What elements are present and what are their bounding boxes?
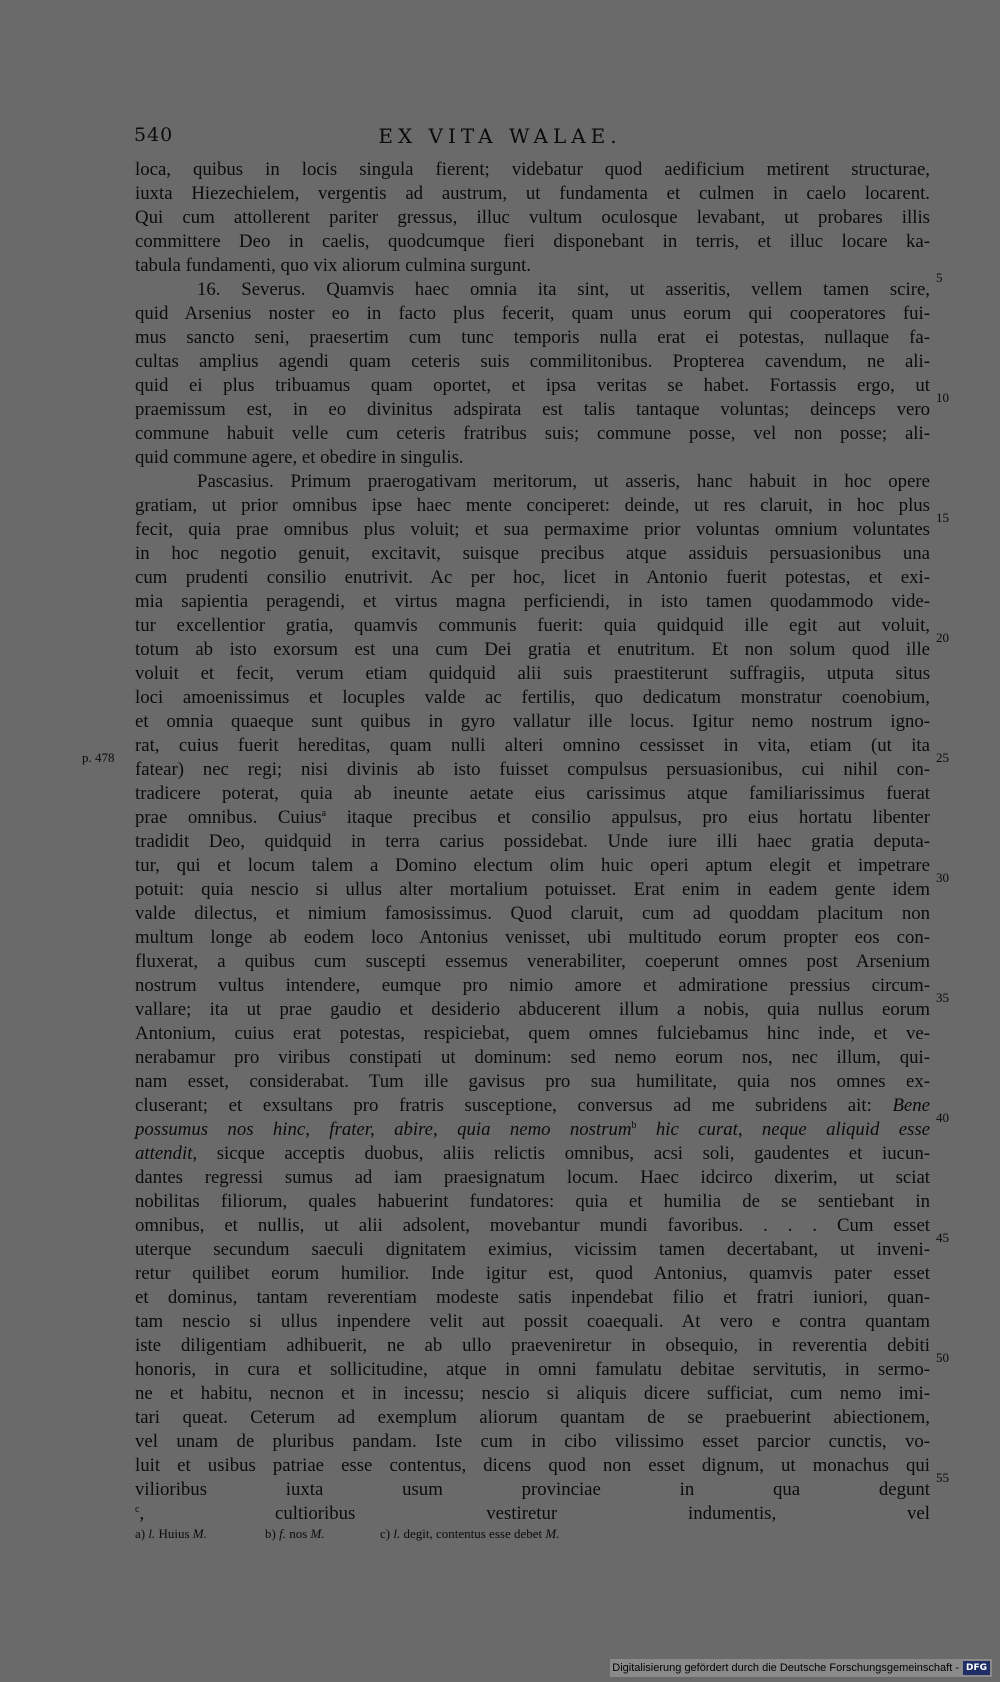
text-line: mia sapientia peragendi, et virtus magna perficiendi, in isto tamen quodammodo vide- <box>135 591 930 612</box>
footnote-abbr: l. <box>393 1526 401 1541</box>
funding-credit-text: Digitalisierung gefördert durch die Deutsche Forschungsgemeinschaft - <box>612 1662 959 1674</box>
line-number: 5 <box>936 270 943 285</box>
footnote-mark: c) <box>380 1526 391 1541</box>
text-line <box>135 806 930 830</box>
page-reference: p. 478 <box>82 750 115 765</box>
line-number: 25 <box>936 750 949 765</box>
text-line: voluit et fecit, verum etiam quidquid alii suis praestiterunt suffragiis, utputa situs <box>135 663 930 684</box>
line-number: 50 <box>936 1350 949 1365</box>
text-line: quid ei plus tribuamus quam oportet, et ipsa veritas se habet. Fortassis ergo, ut <box>135 375 930 396</box>
text-line <box>135 1142 930 1166</box>
text-line: honoris, in cura et sollicitudine, atque in omni famulatu debitae servitutis, in sermo- <box>135 1359 930 1380</box>
text-segment: sicque acceptis duobus, aliis relictis omnibus, acsi soli, gaudentes et iucun- <box>216 1143 930 1164</box>
text-line: quid Arsenius noster eo in facto plus fecerit, quam unus eorum qui cooperatores fui- <box>135 303 930 324</box>
text-line: iuxta Hiezechielem, vergentis ad austrum, ut fundamenta et culmen in caelo locarent. <box>135 183 930 204</box>
text-line: Qui cum attollerent pariter gressus, illuc vultum oculosque levabant, ut probares illis <box>135 207 930 228</box>
text-line: quid commune agere, et obedire in singulis. <box>135 447 464 468</box>
italic-quotation: hic curat, neque aliquid esse <box>655 1119 930 1140</box>
text-line: retur quilibet eorum humilior. Inde igitur est, quod Antonius, quamvis pater esset <box>135 1263 930 1284</box>
footnote-mark: a) <box>135 1526 146 1541</box>
text-line: Antonium, cuius erat potestas, respiciebat, quem omnes fulciebamus hinc inde, et ve- <box>135 1023 930 1044</box>
footnote-siglum: M. <box>310 1526 325 1541</box>
footnote-text: nos <box>289 1526 308 1541</box>
footnote-text: degit, contentus esse debet <box>403 1526 543 1541</box>
text-line: 16. Severus. Quamvis haec omnia ita sint, ut asseritis, vellem tamen scire, <box>197 279 930 300</box>
text-line <box>135 1094 930 1118</box>
text-line: rat, cuius fuerit hereditas, quam nulli alteri omnino cessisset in vita, etiam (ut ita <box>135 735 930 756</box>
text-line: uterque secundum saeculi dignitatem eximius, vicissim tamen decertabant, ut inveni- <box>135 1239 930 1260</box>
text-line: nerabamur pro viribus constipati ut dominum: sed nemo eorum nos, nec illum, qui- <box>135 1047 930 1068</box>
text-line: tur, qui et locum talem a Domino electum olim huic operi aptum elegit et impetrare <box>135 855 930 876</box>
text-line: nostrum vultus intendere, eumque pro nimio amore et admiratione pressius circum- <box>135 975 930 996</box>
footnote-marker: b <box>631 1120 637 1131</box>
page-title: EX VITA WALAE. <box>378 124 622 148</box>
italic-quotation: attendit, <box>135 1143 198 1164</box>
text-line: cum prudenti consilio enutrivit. Ac per hoc, licet in Antonio fuerit potestas, et exi- <box>135 567 930 588</box>
text-line: luit et usibus patriae esse contentus, dicens quod non esset dignum, ut monachus qui <box>135 1455 930 1476</box>
text-line: loci amoenissimus et locuples valde ac fertilis, quo dedicatum monstratur coenobium, <box>135 687 930 708</box>
text-line: committere Deo in caelis, quodcumque fieri disponebant in terris, et illuc locare ka- <box>135 231 930 252</box>
text-line: tam nescio si ullus inpendere velit aut possit coaequali. At vero e contra quantam <box>135 1311 930 1332</box>
page-number: 540 <box>134 124 174 146</box>
text-segment: cluserant; et exsultans pro fratris susceptione, conversus ad me subridens ait: <box>135 1095 872 1116</box>
text-segment: itaque precibus et consilio appulsus, pro eius hortatu libenter <box>346 807 930 828</box>
text-line: tradidit Deo, quidquid in terra carius possidebat. Unde iure illi haec gratia deputa- <box>135 831 930 852</box>
funding-credit <box>610 1659 992 1677</box>
text-line: tabula fundamenti, quo vix aliorum culmina surgunt. <box>135 255 532 276</box>
footnote-marker: a <box>321 808 327 819</box>
italic-quotation: possumus nos hinc, frater, abire, quia nemo nostrum <box>135 1119 632 1140</box>
line-number: 55 <box>936 1470 949 1485</box>
text-line: cultas amplius agendi quam ceteris suis commilitonibus. Propterea cavendum, ne ali- <box>135 351 930 372</box>
footnote-mark: b) <box>265 1526 276 1541</box>
text-line: vilioribus iuxta usum provinciae in qua degunt <box>135 1479 930 1500</box>
text-line: totum ab isto exorsum est una cum Dei gratia et enutritum. Et non solum quod ille <box>135 639 930 660</box>
footnotes <box>135 1526 835 1548</box>
text-line: praemissum est, in eo divinitus adspirata est talis tantaque voluntas; deinceps vero <box>135 399 930 420</box>
footnote-c <box>380 1526 559 1542</box>
text-line: omnibus, et nullis, ut alii adsolent, movebantur mundi favoribus. . . . Cum esset <box>135 1215 930 1236</box>
text-line: ne et habitu, necnon et in incessu; nescio si aliquis dicere sufficiat, cum nemo imi- <box>135 1383 930 1404</box>
footnote-siglum: M. <box>545 1526 560 1541</box>
line-number: 35 <box>936 990 949 1005</box>
text-line: valde dilectus, et nimium famosissimus. Quod claruit, cum ad quoddam placitum non <box>135 903 930 924</box>
text-line: dantes regressi sumus ad iam praesignatum locum. Haec idcirco dixerim, ut sciat <box>135 1167 930 1188</box>
text-line: Pascasius. Primum praerogativam meritorum, ut asseris, hanc habuit in hoc opere <box>197 471 930 492</box>
text-line: nam esset, considerabat. Tum ille gavisus pro sua humilitate, quia nos omnes ex- <box>135 1071 930 1092</box>
text-line: fecit, quia prae omnibus plus voluit; et sua permaxime prior voluntas omnium voluntates <box>135 519 930 540</box>
text-line: nobilitas filiorum, quales habuerint fundatores: quia et humilia de se sentiebant in <box>135 1191 930 1212</box>
text-line: iste diligentiam adhibuerit, ne ab ullo praeveniretur in obsequio, in reverentia debiti <box>135 1335 930 1356</box>
line-number: 10 <box>936 390 949 405</box>
italic-quotation: Bene <box>892 1095 930 1116</box>
text-line: vallare; ita ut prae gaudio et desiderio abducerent illum a nobis, quia nullus eorum <box>135 999 930 1020</box>
text-line <box>135 1118 930 1142</box>
line-number: 20 <box>936 630 949 645</box>
footnote-text: Huius <box>158 1526 190 1541</box>
text-line: et omnia quaeque sunt quibus in gyro vallatur ille locus. Igitur nemo nostrum igno- <box>135 711 930 732</box>
text-line: et dominus, tantam reverentiam modeste satis inpendebat filio et fratri iuniori, quan- <box>135 1287 930 1308</box>
text-line: gratiam, ut prior omnibus ipse haec mente conciperet: deinde, ut res claruit, in hoc plus <box>135 495 930 516</box>
text-line: loca, quibus in locis singula fierent; videbatur quod aedificium metirent structurae, <box>135 159 930 180</box>
dfg-logo-icon: DFG <box>963 1661 990 1675</box>
text-line: commune habuit velle cum ceteris fratribus suis; commune posse, vel non posse; ali- <box>135 423 930 444</box>
footnote-siglum: M. <box>192 1526 207 1541</box>
text-line <box>135 1502 930 1526</box>
footnote-marker: c <box>135 1504 140 1515</box>
text-segment: prae omnibus. Cuius <box>135 807 322 828</box>
footnote-abbr: l. <box>148 1526 156 1541</box>
footnote-b <box>265 1526 325 1542</box>
running-head <box>0 124 1000 154</box>
footnote-a <box>135 1526 207 1542</box>
text-line: mus sancto seni, praesertim cum tunc temporis nulla erat ei potestas, nullaque fa- <box>135 327 930 348</box>
line-number: 45 <box>936 1230 949 1245</box>
text-line: vel unam de pluribus pandam. Iste cum in cibo vilissimo esset parcior cunctis, vo- <box>135 1431 930 1452</box>
text-line: multum longe ab eodem loco Antonius venisset, ubi multitudo eorum propter eos con- <box>135 927 930 948</box>
text-segment: , cultioribus vestiretur indumentis, vel <box>139 1503 930 1524</box>
text-line: fluxerat, a quibus cum suscepti essemus venerabiliter, coeperunt omnes post Arsenium <box>135 951 930 972</box>
line-number: 40 <box>936 1110 949 1125</box>
text-line: fatear) nec regi; nisi divinis ab isto fuisset compulsus persuasionibus, cui nihil con- <box>135 759 930 780</box>
text-line: tari queat. Ceterum ad exemplum aliorum quantam de se praebuerint abiectionem, <box>135 1407 930 1428</box>
line-number: 30 <box>936 870 949 885</box>
text-line: in hoc negotio genuit, excitavit, suisque precibus atque assiduis persuasionibus una <box>135 543 930 564</box>
text-line: potuit: quia nescio si ullus alter mortalium potuisset. Erat enim in eadem gente idem <box>135 879 930 900</box>
text-line: tur excellentior gratia, quamvis communis fuerit: quia quidquid ille egit aut voluit, <box>135 615 930 636</box>
text-line: tradicere poterat, quia ab ineunte aetate eius carissimus atque familiarissimus fuerat <box>135 783 930 804</box>
line-number: 15 <box>936 510 949 525</box>
footnote-abbr: f. <box>279 1526 286 1541</box>
